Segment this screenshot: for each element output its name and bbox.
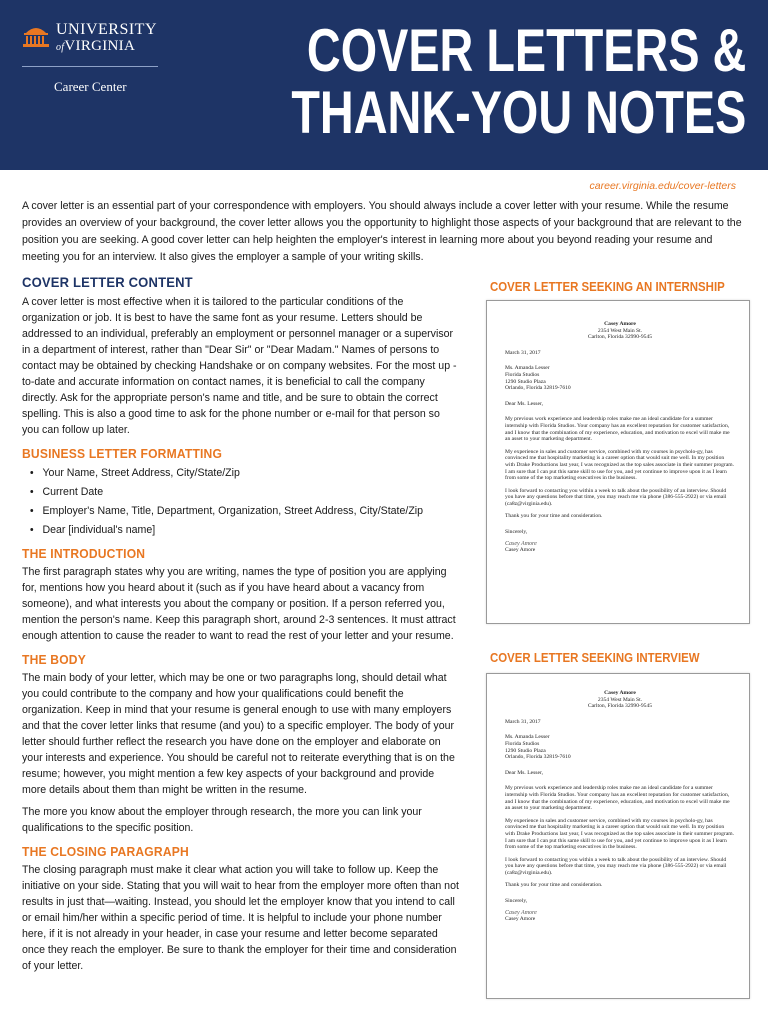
letter-recipient-line4: Orlando, Florida 32819-7610: [505, 385, 571, 392]
career-center-label: Career Center: [54, 79, 127, 94]
logo-divider: [22, 66, 158, 67]
university-name-line2: [56, 39, 157, 54]
body-paragraph-1: The main body of your letter, which may be one or two paragraphs long, should detail what you could contribute to the company and how your qualifications could benefit the organization. Keep in mind that your resume is general enough to use with many employers and that the cover letter links that resume (and you) to a specific employer. The body of your letter should further reflect the research you have done on the employer and elaborate on your interests and experience. You should be careful not to reiterate everything that is on the resume; however, you might mention a few key aspects of your background and provide more details about them than might be written in the resume.: [22, 672, 455, 796]
letter-sender-address2: Carlton, Florida 32990-9545: [587, 334, 653, 341]
page-title: [290, 17, 746, 146]
letter-paragraph-3: I look forward to contacting you within a week to talk about the possibility of an interview. Should you have any questions before that time, you may reach me via phone (386-555-2922) or via email (ca8z@virginia.edu).: [505, 856, 727, 876]
letter-paragraph-1: My previous work experience and leadership roles make me an ideal candidate for a summer internship with Florida Studios. Your company has an excellent reputation for customer satisfaction, and I know that the combination of my experience, education, and motivation to excel will make me an asset to your marketing department.: [505, 785, 730, 812]
rotunda-icon: [22, 24, 50, 48]
letter-sender-address1: 2354 West Main St.: [597, 327, 643, 334]
website-link[interactable]: career.virginia.edu/cover-letters: [589, 180, 736, 192]
letter-recipient-line2: Florida Studios: [505, 740, 540, 747]
letter-recipient-line1: Ms. Amanda Lesser: [505, 734, 550, 741]
interview-letter-sample: [486, 673, 750, 999]
letter-date: March 31, 2017: [505, 718, 541, 725]
internship-sample-heading: COVER LETTER SEEKING AN INTERNSHIP: [490, 279, 725, 294]
university-name-line1: UNIVERSITY: [56, 21, 157, 38]
section-heading-introduction: THE INTRODUCTION: [22, 546, 146, 561]
formatting-list: [22, 464, 459, 540]
letter-sender-name: Casey Amore: [604, 690, 636, 696]
section-heading-closing: THE CLOSING PARAGRAPH: [22, 844, 189, 859]
internship-letter-sample: [486, 300, 750, 624]
letter-typed-name: Casey Amore: [505, 546, 536, 553]
section-heading-content: COVER LETTER CONTENT: [22, 274, 193, 290]
page-title-line1: COVER LETTERS &: [306, 17, 746, 84]
letter-signature: Casey Amore: [505, 540, 537, 547]
letter-paragraph-2: My experience in sales and customer service, combined with my courses in psycholo-gy, has convinced me that hospitality marketing is a career option that would suit me well. In my position with Drake Productions last year, I was recognized as the top sales associate in their summer program. I am sure that I can put this same skill to use for you, and yet continue to improve upon it as I learn from some of the top marketing executives in the business.: [505, 817, 735, 851]
header-band: [0, 0, 768, 170]
left-column: [22, 274, 459, 980]
letter-typed-name: Casey Amore: [505, 915, 536, 922]
letter-thanks: Thank you for your time and consideration.: [505, 882, 603, 889]
list-item: • Current Date: [42, 483, 459, 502]
letter-paragraph-2: My experience in sales and customer service, combined with my courses in psycholo-gy, has convinced me that hospitality marketing is a career option that would suit me well. In my position with Drake Productions last year, I was recognized as the top sales associate in their summer program. I am sure that I can put this same skill to use for you, and yet continue to improve upon it as I learn from some of the top marketing executives in the business.: [505, 448, 735, 482]
letter-sender-address2: Carlton, Florida 32990-9545: [587, 703, 653, 710]
interview-sample-heading: COVER LETTER SEEKING INTERVIEW: [490, 650, 700, 665]
letter-recipient-line3: 1290 Studio Plaza: [505, 378, 546, 385]
body-paragraph-2: The more you know about the employer through research, the more you can link your qualifications to the specific position.: [22, 806, 422, 834]
letter-sender-name: Casey Amore: [604, 321, 636, 327]
introduction-paragraph: The first paragraph states why you are writing, names the type of position you are applying for, mentions how you heard about it (such as if you have heard about a vacancy from someone), and what interests you about the company or position. If a person referred you, mention the person's name. Keep this paragraph short, around 2-3 sentences. It must attract enough attention to cause the reader to want to read the rest of your letter and your resume.: [22, 566, 456, 642]
university-virginia: VIRGINIA: [64, 38, 136, 54]
page-title-line2: THANK-YOU NOTES: [290, 79, 746, 146]
letter-salutation: Dear Ms. Lesser,: [505, 769, 543, 776]
intro-paragraph: A cover letter is an essential part of your correspondence with employers. You should always include a cover letter with your resume. While the resume provides an overview of your background, the cover letter allows you the opportunity to highlight those aspects of your background that are relevant to the position you are seeking. A good cover letter can help heighten the employer's interest in learning more about you beyond reading your resume and meeting you for an interview. It also gives the employer a sample of your writing skills.: [22, 200, 742, 263]
closing-paragraph: The closing paragraph must make it clear what action you will take to follow up. Keep the initiative on your side. Stating that you will wait to hear from the employer more often than not results in just that—waiting. Instead, you should let the employer know that you intend to call or email him/her within a specific period of time. It is helpful to include your phone number here, if it is not already in your header, in case your resume and letter become separated once they reach the employer. Be sure to thank the employer for their time and consideration of your letter.: [22, 864, 459, 972]
content-paragraph: A cover letter is most effective when it is tailored to the particular conditions of the organization or job. It is best to have the same font as your resume. Letters should be addressed to an individual, preferably an employment or personnel manager or a supervisor in a department of interest, rather than "Dear Sir" or "Dear Madam." Names of persons to contact may be obtained by checking Handshake or on company websites. For the most up -to-date and accurate information on contact names, it is beneficial to call the company directly. Ask for the appropriate person's name and title, and be sure to obtain the correct spelling. This is also a good time to ask for the phone number or e-mail for that person so you can follow up later.: [22, 296, 457, 436]
letter-closing: Sincerely,: [505, 898, 528, 905]
university-logo[interactable]: [22, 21, 162, 94]
letter-signature: Casey Amore: [505, 909, 537, 916]
letter-salutation: Dear Ms. Lesser,: [505, 400, 543, 407]
letter-thanks: Thank you for your time and consideration.: [505, 513, 603, 520]
list-item: • Employer's Name, Title, Department, Organization, Street Address, City/State/Zip: [42, 502, 459, 521]
letter-closing: Sincerely,: [505, 529, 528, 536]
letter-recipient-line3: 1290 Studio Plaza: [505, 747, 546, 754]
section-heading-formatting: BUSINESS LETTER FORMATTING: [22, 446, 223, 461]
letter-paragraph-1: My previous work experience and leadership roles make me an ideal candidate for a summer internship with Florida Studios. Your company has an excellent reputation for customer satisfaction, and I know that the combination of my experience, education, and motivation to excel will make me an asset to your marketing department.: [505, 416, 730, 443]
letter-paragraph-3: I look forward to contacting you within a week to talk about the possibility of an interview. Should you have any questions before that time, you may reach me via phone (386-555-2922) or via email (ca8z@virginia.edu).: [505, 487, 727, 507]
letter-sender-address1: 2354 West Main St.: [597, 696, 643, 703]
letter-date: March 31, 2017: [505, 349, 541, 356]
list-item: • Your Name, Street Address, City/State/Zip: [42, 464, 459, 483]
letter-recipient-line2: Florida Studios: [505, 371, 540, 378]
list-item: • Dear [individual's name]: [42, 521, 459, 540]
letter-recipient-line1: Ms. Amanda Lesser: [505, 365, 550, 372]
section-heading-body: THE BODY: [22, 652, 86, 667]
university-of: of: [56, 42, 65, 53]
letter-recipient-line4: Orlando, Florida 32819-7610: [505, 754, 571, 761]
